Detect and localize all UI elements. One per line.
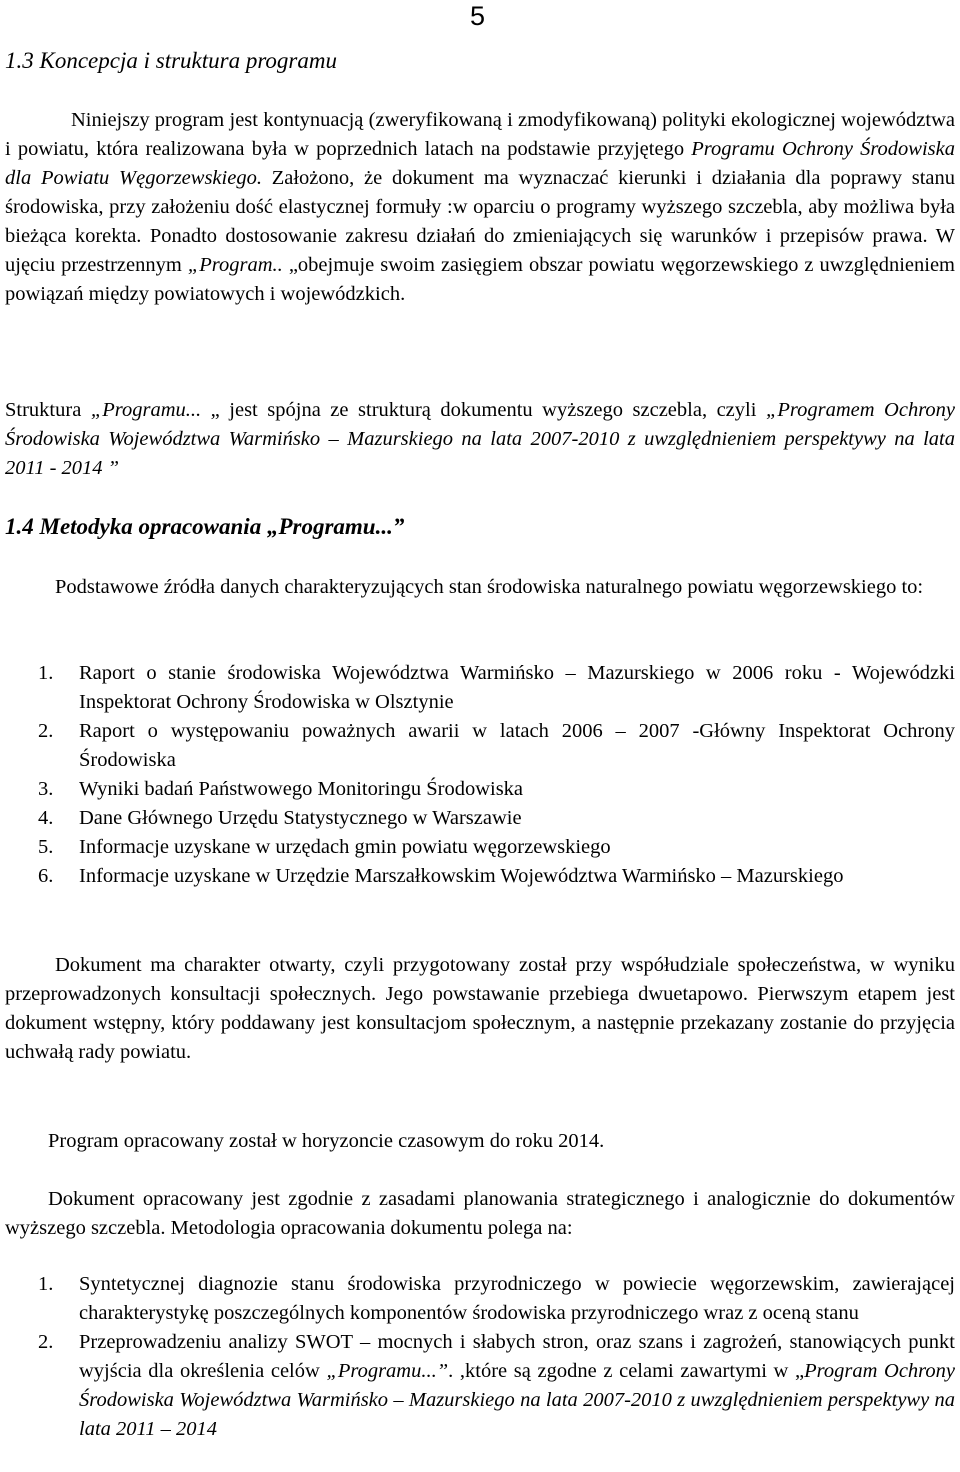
- program-ref-italic: „Programu...”: [326, 1360, 449, 1382]
- sources-intro: Podstawowe źródła danych charakteryzujących stan środowiska naturalnego powiatu węgorzewskiego to:: [55, 576, 924, 598]
- structure-paragraph: [5, 396, 955, 483]
- section-heading-1-4: 1.4 Metodyka opracowania „Programu...”: [5, 514, 405, 539]
- list-number: 1.: [38, 662, 54, 684]
- list-item: [5, 717, 955, 775]
- methodology-paragraph: Dokument opracowany jest zgodnie z zasadami planowania strategicznego i analogicznie do dokumentów wyższego szczebla. Metodologia opracowania dokumentu polega na:: [5, 1188, 955, 1239]
- list-item: [5, 862, 955, 891]
- list-number: 2.: [38, 720, 54, 742]
- data-sources-list: [5, 659, 955, 891]
- list-item-text: Dane Głównego Urzędu Statystycznego w Warszawie: [79, 807, 522, 829]
- methodology-list: [5, 1270, 955, 1444]
- list-number: 4.: [38, 807, 54, 829]
- list-item: [5, 1270, 955, 1328]
- concept-paragraph: [5, 106, 955, 309]
- text-run: Niniejszy program jest kontynuacją (zweryfikowaną i zmodyfikowaną) polityki ekologicznej województwa i powiatu, która realizowana była w poprzednich latach na podstawie przyjętego: [5, 109, 955, 160]
- text-run: „obejmuje swoim zasięgiem obszar powiatu węgorzewskiego z uwzględnieniem powiązań między powiatowych i wojewódzkich.: [5, 254, 955, 305]
- list-item: [5, 804, 955, 833]
- list-item-text: Informacje uzyskane w urzędach gmin powiatu węgorzewskiego: [79, 836, 611, 858]
- list-item: [5, 659, 955, 717]
- page-number: 5: [470, 1, 486, 31]
- list-number: 2.: [38, 1331, 54, 1353]
- list-item-text: Raport o występowaniu poważnych awarii w latach 2006 – 2007 -Główny Inspektorat Ochrony Środowiska: [79, 720, 955, 771]
- list-number: 5.: [38, 836, 54, 858]
- list-number: 6.: [38, 865, 54, 887]
- list-item-text: Raport o stanie środowiska Województwa Warmińsko – Mazurskiego w 2006 roku - Wojewódzki Inspektorat Ochrony Środowiska w Olsztynie: [79, 662, 955, 713]
- text-run: Przeprowadzeniu analizy SWOT – mocnych i słabych stron, oraz szans i zagrożeń, stanowiących punkt wyjścia dla określenia celów: [79, 1331, 955, 1382]
- text-run: Struktura: [5, 399, 91, 421]
- program-title-italic: Programu Ochrony Środowiska dla Powiatu Węgorzewskiego.: [5, 138, 955, 189]
- list-item: [5, 1328, 955, 1444]
- list-item-text: Wyniki badań Państwowego Monitoringu Środowiska: [79, 778, 524, 800]
- text-run: . ,które są zgodne z celami zawartymi w „: [448, 1360, 805, 1382]
- list-item-text: Informacje uzyskane w Urzędzie Marszałkowskim Województwa Warmińsko – Mazurskiego: [79, 865, 844, 887]
- list-item-text: Syntetycznej diagnozie stanu środowiska przyrodniczego w powiecie węgorzewskim, zawierającej charakterystykę poszczególnych komponentów środowiska przyrodniczego wraz z oceną stanu: [79, 1273, 955, 1324]
- list-item: [5, 775, 955, 804]
- time-horizon-paragraph: Program opracowany został w horyzoncie czasowym do roku 2014.: [48, 1130, 605, 1152]
- list-number: 3.: [38, 778, 54, 800]
- program-ref-italic: „Programu...: [90, 399, 202, 421]
- program-ref-italic: „Program..: [187, 254, 283, 276]
- list-number: 1.: [38, 1273, 54, 1295]
- open-document-paragraph: Dokument ma charakter otwarty, czyli przygotowany został przy współudziale społeczeństwa, w wyniku przeprowadzonych konsultacji społecznych. Jego powstawanie przebiega dwuetapowo. Pierwszym etapem jest dokument wstępny, który poddawany jest konsultacjom społecznym, a następnie przekazany zostanie do przyjęcia uchwałą rady powiatu.: [5, 954, 955, 1063]
- list-item: [5, 833, 955, 862]
- text-run: „ jest spójna ze strukturą dokumentu wyższego szczebla, czyli: [201, 399, 766, 421]
- voivodeship-program-title: Program Ochrony Środowiska Województwa Warmińsko – Mazurskiego na lata 2007-2010 z uwzględnieniem perspektywy na lata 2011 – 2014: [79, 1360, 955, 1440]
- text-run: Założono, że dokument ma wyznaczać kierunki i działania dla poprawy stanu środowiska, przy założeniu dość elastycznej formuły :w oparciu o programy wyższego szczebla, aby możliwa była bieżąca korekta. Ponadto dostosowanie zakresu działań do zmieniających się warunków i przepisów prawa. W ujęciu przestrzennym: [5, 167, 955, 276]
- section-heading-1-3: 1.3 Koncepcja i struktura programu: [5, 48, 337, 73]
- voivodeship-program-title: „Programem Ochrony Środowiska Województwa Warmińsko – Mazurskiego na lata 2007-2010 z uwzględnieniem perspektywy na lata 2011 - 2014 ”: [5, 399, 956, 479]
